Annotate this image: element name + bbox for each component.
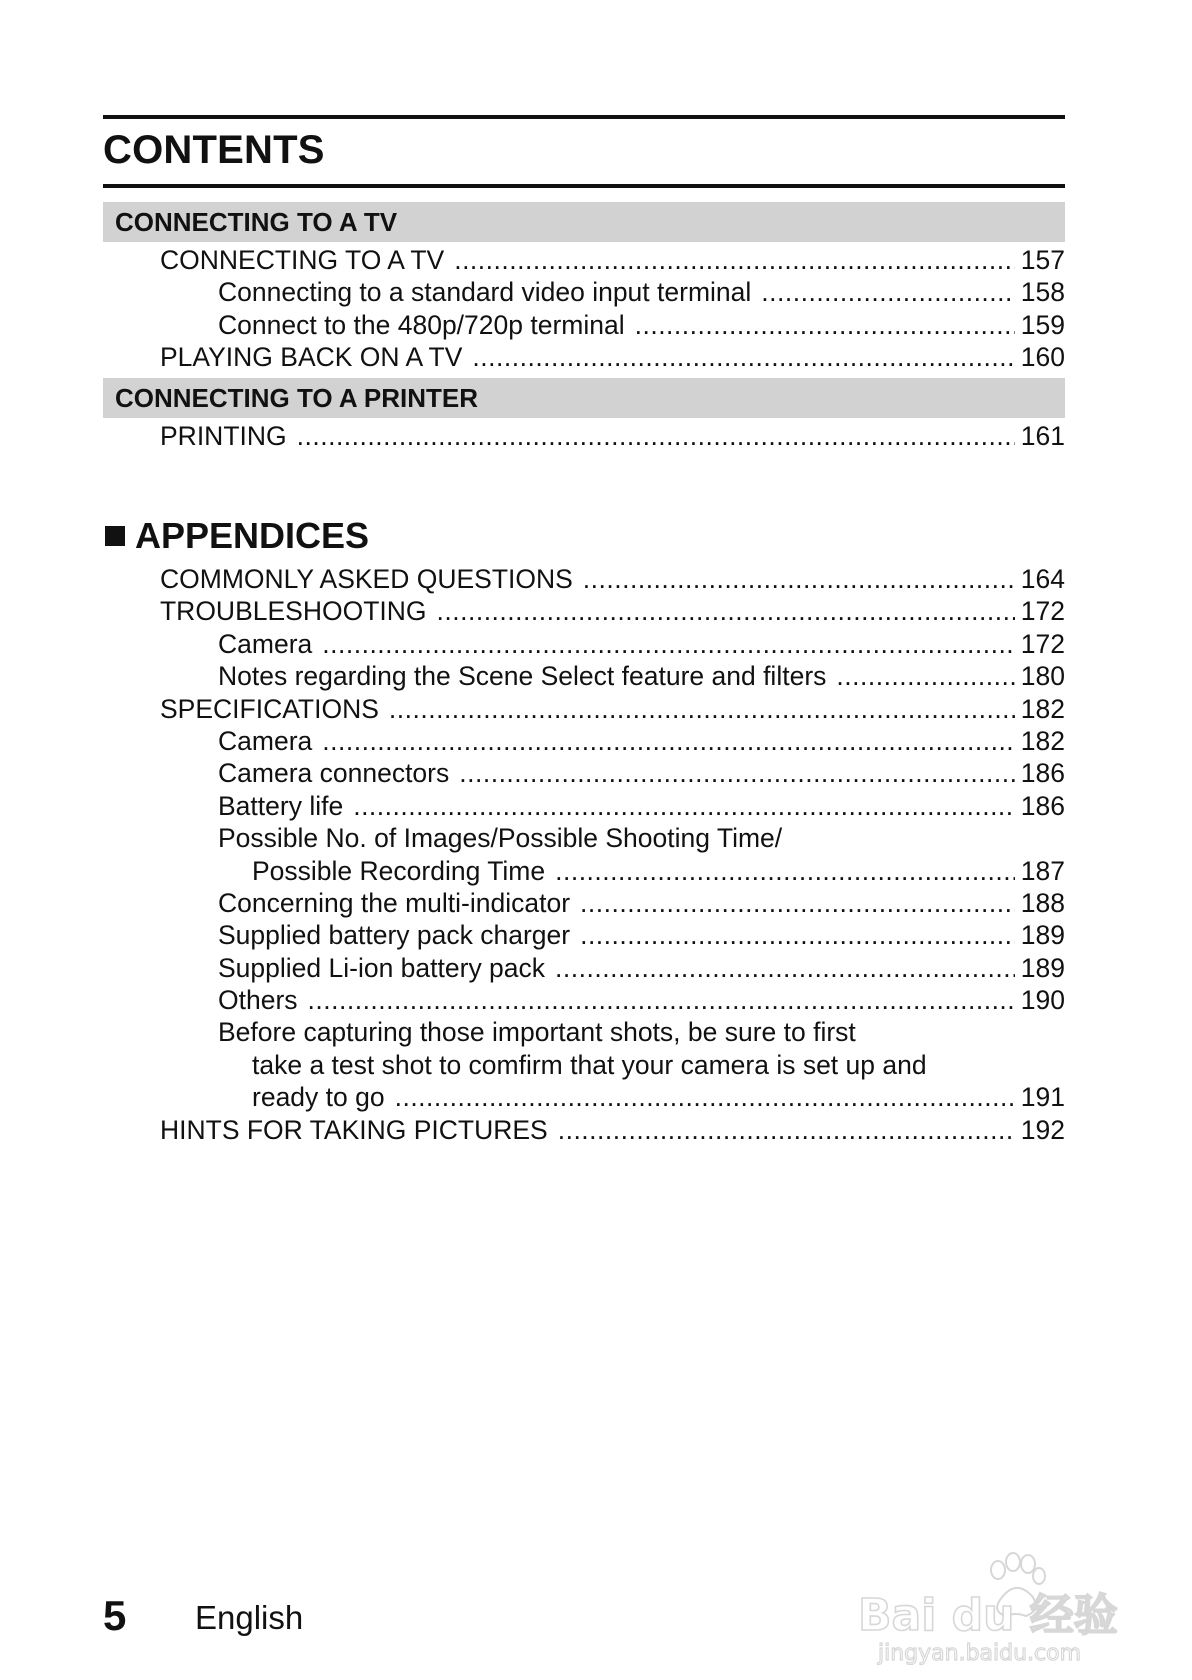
dot-leader: [322, 628, 1015, 660]
entry-label: TROUBLESHOOTING: [160, 596, 427, 627]
toc-entry[interactable]: [103, 1081, 1065, 1113]
baidu-watermark-logo: [850, 1530, 1140, 1670]
page-number: 180: [1020, 661, 1065, 692]
dot-leader: [389, 693, 1015, 725]
dot-leader: [308, 984, 1015, 1016]
footer-page-number: 5: [103, 1592, 127, 1639]
toc-entry[interactable]: [103, 693, 1065, 725]
page-number: 192: [1020, 1114, 1065, 1145]
entry-label: Others: [218, 985, 298, 1016]
watermark-url: jingyan.baidu.com: [878, 1641, 1082, 1666]
toc-entry[interactable]: [103, 595, 1065, 627]
dot-leader: [353, 790, 1015, 822]
toc-entry[interactable]: [103, 887, 1065, 919]
title-rule-top: [103, 115, 1065, 119]
dot-leader: [472, 341, 1014, 373]
entry-label: Supplied Li-ion battery pack: [218, 952, 546, 983]
dot-leader: [761, 276, 1015, 308]
dot-leader: [437, 595, 1015, 627]
toc-entry[interactable]: [103, 628, 1065, 660]
page-number: 160: [1020, 342, 1065, 373]
page-number: 187: [1020, 855, 1065, 886]
entry-label: Possible Recording Time: [252, 855, 546, 886]
toc-entry-line: Possible No. of Images/Possible Shooting Time/: [218, 823, 783, 854]
toc-entry[interactable]: [103, 341, 1065, 373]
toc-entry[interactable]: [103, 563, 1065, 595]
toc-entry[interactable]: [103, 725, 1065, 757]
page-number: 157: [1020, 245, 1065, 275]
section-connecting-tv: [103, 202, 1065, 374]
toc-entry[interactable]: [103, 244, 1065, 276]
page-number: 186: [1020, 790, 1065, 821]
section-heading: CONNECTING TO A TV: [103, 202, 1065, 242]
toc-entry[interactable]: [103, 660, 1065, 692]
section-connecting-printer: [103, 378, 1065, 452]
dot-leader: [580, 887, 1015, 919]
page-number: 161: [1020, 421, 1065, 451]
toc-entry[interactable]: [103, 309, 1065, 341]
dot-leader: [580, 919, 1015, 951]
page-number: 188: [1020, 887, 1065, 918]
entry-label: SPECIFICATIONS: [160, 693, 379, 724]
entry-label: Camera: [218, 628, 313, 659]
toc-entry[interactable]: [103, 276, 1065, 308]
page-number: 182: [1020, 725, 1065, 756]
square-bullet-icon: [105, 526, 125, 546]
toc-entry[interactable]: [103, 984, 1065, 1016]
toc-entry[interactable]: [103, 855, 1065, 887]
toc-entry[interactable]: [103, 757, 1065, 789]
entry-label: Camera: [218, 725, 313, 756]
page-number: 159: [1020, 309, 1065, 340]
entry-label: HINTS FOR TAKING PICTURES: [160, 1114, 548, 1145]
dot-leader: [836, 660, 1014, 692]
dot-leader: [454, 244, 1015, 276]
page-number: 172: [1020, 596, 1065, 627]
appendices-title: APPENDICES: [135, 515, 370, 556]
toc-entry[interactable]: [103, 420, 1065, 452]
entry-label: Camera connectors: [218, 758, 450, 789]
entry-label: Supplied battery pack charger: [218, 920, 571, 951]
entry-label: Connecting to a standard video input terminal: [218, 277, 752, 308]
toc-entry[interactable]: [103, 1114, 1065, 1146]
dot-leader: [322, 725, 1015, 757]
page-number: 189: [1020, 920, 1065, 951]
page-number: 189: [1020, 952, 1065, 983]
entry-label: PLAYING BACK ON A TV: [160, 342, 463, 373]
dot-leader: [635, 309, 1015, 341]
entry-label: COMMONLY ASKED QUESTIONS: [160, 564, 573, 594]
entry-label: CONNECTING TO A TV: [160, 245, 445, 275]
page-number: 164: [1020, 564, 1065, 594]
entry-label: PRINTING: [160, 421, 287, 451]
dot-leader: [297, 420, 1015, 452]
toc-entry[interactable]: [103, 790, 1065, 822]
title-rule-bottom: [103, 184, 1065, 188]
toc-page: [103, 0, 1065, 1680]
dot-leader: [555, 952, 1015, 984]
toc-entry-line: take a test shot to comfirm that your camera is set up and: [252, 1049, 927, 1080]
entry-label: Connect to the 480p/720p terminal: [218, 309, 625, 340]
toc-entry[interactable]: [103, 952, 1065, 984]
watermark-brand: Bai du 经验: [858, 1590, 1118, 1641]
dot-leader: [459, 757, 1015, 789]
page-number: 158: [1020, 277, 1065, 308]
entry-label: Notes regarding the Scene Select feature and filters: [218, 661, 827, 692]
dot-leader: [555, 855, 1015, 887]
dot-leader: [558, 1114, 1015, 1146]
appendices-heading: [103, 512, 369, 560]
page-number: 190: [1020, 985, 1065, 1016]
footer-language: English: [195, 1599, 304, 1636]
page-number: 191: [1020, 1082, 1065, 1113]
section-heading: CONNECTING TO A PRINTER: [103, 378, 1065, 418]
page-number: 182: [1020, 693, 1065, 724]
page-number: 186: [1020, 758, 1065, 789]
dot-leader: [583, 563, 1015, 595]
dot-leader: [395, 1081, 1015, 1113]
toc-entry[interactable]: [103, 919, 1065, 951]
entry-label: Battery life: [218, 790, 344, 821]
toc-entry-line: Before capturing those important shots, be sure to first: [218, 1017, 856, 1048]
entry-label: ready to go: [252, 1082, 385, 1113]
appendices-list: [103, 563, 1065, 1146]
page-number: 172: [1020, 628, 1065, 659]
page-title: CONTENTS: [103, 128, 325, 172]
entry-label: Concerning the multi-indicator: [218, 887, 571, 918]
